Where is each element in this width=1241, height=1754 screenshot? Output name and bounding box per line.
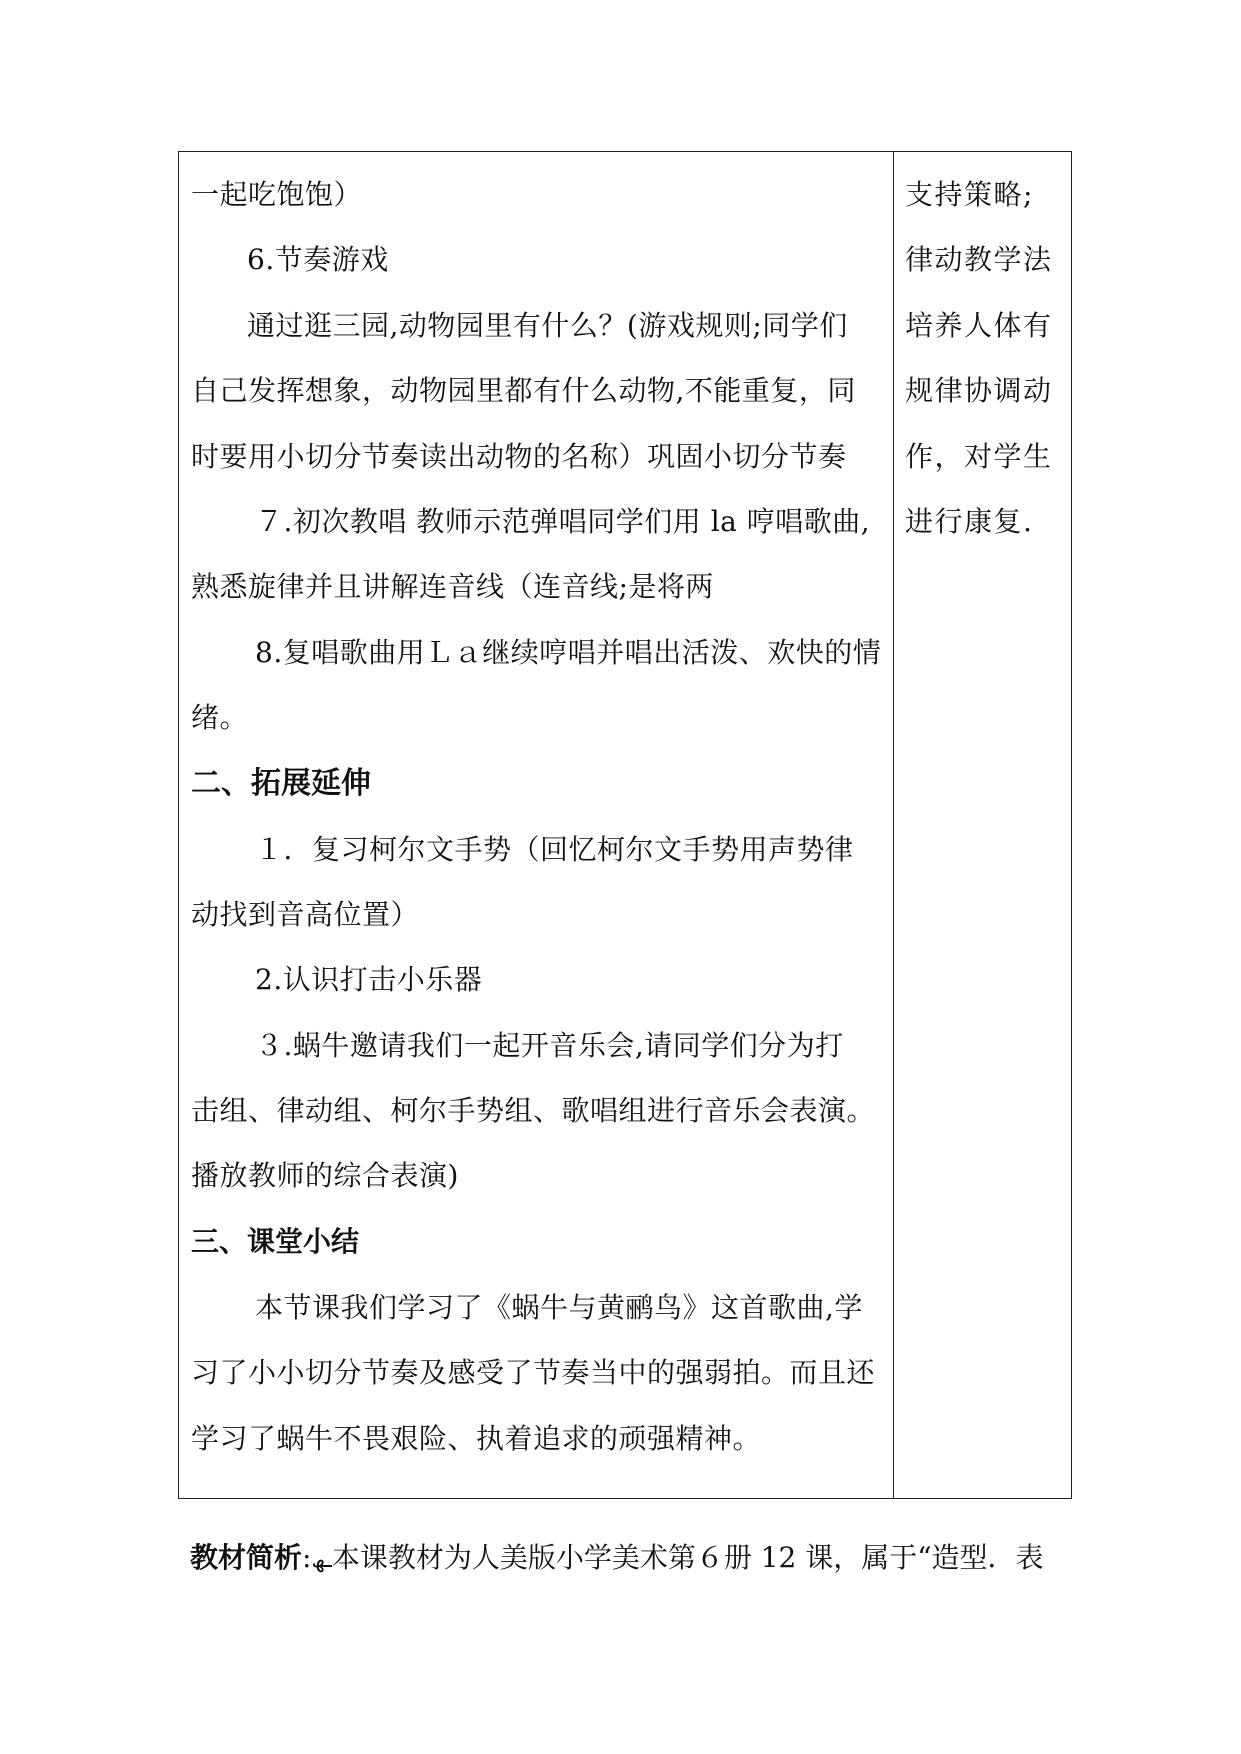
process-line: 通过逛三园,动物园里有什么？(游戏规则;同学们 <box>247 308 848 342</box>
strategy-line: 作，对学生 <box>905 439 1053 473</box>
summary-line: 习了小小切分节奏及感受了节奏当中的强弱拍。而且还 <box>191 1356 876 1390</box>
process-line: 时要用小切分节奏读出动物的名称）巩固小切分节奏 <box>191 439 847 473</box>
strategy-column <box>894 152 1071 1498</box>
lesson-table <box>178 151 1072 1499</box>
process-line: 6.节奏游戏 <box>247 243 389 277</box>
process-line: 一起吃饱饱） <box>191 178 363 211</box>
extend-line: 2.认识打击小乐器 <box>255 963 483 997</box>
strategy-line: 支持策略; <box>905 178 1034 211</box>
extend-line: ３.蜗牛邀请我们一起开音乐会,请同学们分为打 <box>255 1028 844 1062</box>
label-colon: : <box>302 1541 312 1574</box>
strategy-line: 培养人体有 <box>905 308 1053 342</box>
summary-line: 本节课我们学习了《蜗牛与黄鹂鸟》这首歌曲,学 <box>255 1290 863 1324</box>
process-line: 8.复唱歌曲用Ｌａ继续哼唱并唱出活泼、欢快的情 <box>255 635 882 669</box>
strategy-line: 规律协调动 <box>905 374 1053 408</box>
summary-line: 学习了蜗牛不畏艰险、执着追求的顽强精神。 <box>191 1421 762 1455</box>
stray-mark: ـﮫ <box>311 1548 332 1573</box>
material-analysis-paragraph <box>190 1532 1044 1587</box>
section-heading-summary: 三、课堂小结 <box>191 1224 360 1258</box>
process-line: 自己发挥想象，动物园里都有什么动物,不能重复，同 <box>191 374 856 408</box>
process-line: 熟悉旋律并且讲解连音线（连音线;是将两 <box>191 570 714 604</box>
extend-line: 动找到音高位置） <box>191 897 420 931</box>
process-column <box>179 152 894 1498</box>
process-line: ７.初次教唱 教师示范弹唱同学们用 la 哼唱歌曲, <box>255 504 871 538</box>
extend-line: 击组、律动组、柯尔手势组、歌唱组进行音乐会表演。 <box>191 1094 876 1128</box>
strategy-line: 进行康复. <box>905 504 1034 538</box>
material-analysis-label: 教材简析 <box>190 1541 303 1574</box>
extend-line: 播放教师的综合表演) <box>191 1159 459 1193</box>
process-line: 绪。 <box>191 701 249 735</box>
material-analysis-text: 本课教材为人美版小学美术第６册 12 课，属于“造型．表 <box>331 1541 1044 1574</box>
section-heading-extend: 二、拓展延伸 <box>191 765 371 801</box>
extend-line: １．复习柯尔文手势（回忆柯尔文手势用声势律 <box>255 832 854 866</box>
strategy-line: 律动教学法 <box>905 243 1053 277</box>
